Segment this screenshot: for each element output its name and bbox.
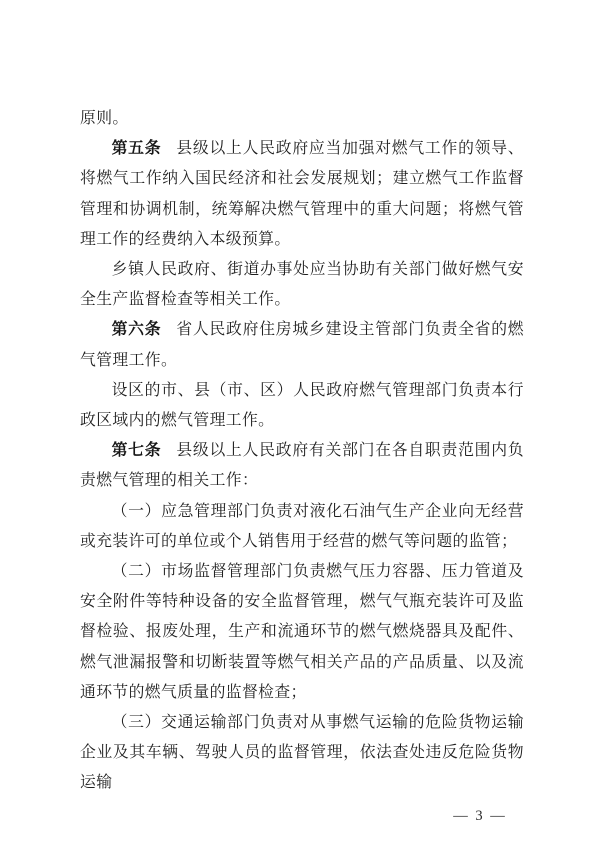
paragraph-item-2-text: （二）市场监督管理部门负责燃气压力容器、压力管道及安全附件等特种设备的安全监督管理，燃气气瓶充装许可及监督检验、报废处理，生产和流通环节的燃气燃烧器具及配件、燃气泄漏报警和切断装置等燃气相关产品的产品质量、以及流通环节的燃气质量的监督检查； bbox=[80, 563, 524, 701]
paragraph-article-6 bbox=[80, 315, 524, 375]
paragraph-continuation bbox=[80, 104, 524, 134]
paragraph-item-3-transport-dept bbox=[80, 708, 524, 799]
article-7-heading: 第七条 bbox=[111, 442, 162, 460]
paragraph-article-7 bbox=[80, 436, 524, 496]
paragraph-item-1-text: （一）应急管理部门负责对液化石油气生产企业向无经营或充装许可的单位或个人销售用于经营的燃气等问题的监管； bbox=[80, 502, 524, 550]
page-number: — 3 — bbox=[453, 808, 507, 824]
paragraph-continuation-text: 原则。 bbox=[80, 110, 129, 127]
article-6-body: 省人民政府住房城乡建设主管部门负责全省的燃气管理工作。 bbox=[80, 321, 525, 369]
paragraph-city-county-duty-text: 设区的市、县（市、区）人民政府燃气管理部门负责本行政区域内的燃气管理工作。 bbox=[80, 381, 524, 430]
paragraph-item-1-emergency-dept bbox=[80, 497, 524, 557]
article-7-body: 县级以上人民政府有关部门在各自职责范围内负责燃气管理的相关工作： bbox=[80, 442, 525, 490]
article-6-heading: 第六条 bbox=[111, 321, 162, 339]
paragraph-township-duty bbox=[80, 255, 524, 315]
document-text-block bbox=[80, 104, 524, 799]
paragraph-item-3-text: （三）交通运输部门负责对从事燃气运输的危险货物运输企业及其车辆、驾驶人员的监督管理，依法查处违反危险货物运输 bbox=[80, 714, 524, 792]
article-5-heading: 第五条 bbox=[111, 140, 162, 158]
paragraph-article-5 bbox=[80, 134, 524, 255]
article-5-body: 县级以上人民政府应当加强对燃气工作的领导、将燃气工作纳入国民经济和社会发展规划；建立燃气工作监督管理和协调机制，统筹解决燃气管理中的重大问题；将燃气管理工作的经费纳入本级预算。 bbox=[80, 140, 525, 248]
paragraph-item-2-market-supervision-dept bbox=[80, 557, 524, 708]
paragraph-township-duty-text: 乡镇人民政府、街道办事处应当协助有关部门做好燃气安全生产监督检查等相关工作。 bbox=[80, 261, 524, 309]
paragraph-city-county-duty bbox=[80, 376, 524, 436]
